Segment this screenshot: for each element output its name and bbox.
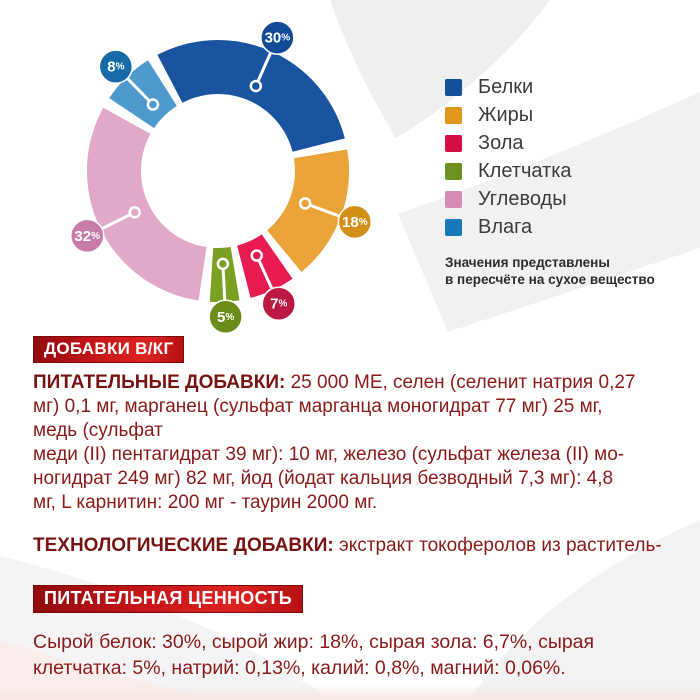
text-line (33, 371, 635, 395)
legend-label: Зола (478, 131, 524, 154)
callout-value-1: 18% (342, 213, 368, 231)
legend-label: Жиры (478, 103, 534, 126)
text-line: клетчатка: 5%, натрий: 0,13%, калий: 0,8%, магний: 0,06%. (33, 657, 566, 679)
additives-badge: ДОБАВКИ В/КГ (33, 336, 184, 363)
donut-chart (0, 0, 400, 345)
callout-dot-3 (218, 259, 228, 269)
bottom-pink-wash (0, 684, 700, 700)
legend-label: Клетчатка (478, 159, 572, 182)
legend-swatch-icon (445, 163, 462, 180)
legend-note-line: Значения представлены (445, 255, 610, 270)
text-line-part: 25 000 МЕ, селен (селенит натрия 0,27 (290, 372, 636, 393)
text-line: ногидрат 249 мг) 82 мг, йод (йодат кальция безводный 7,3 мг): 4,8 (33, 468, 614, 489)
legend-swatch-icon (445, 135, 462, 152)
legend-item-2 (445, 129, 655, 157)
legend-item-5 (445, 213, 655, 241)
callout-dot-2 (252, 251, 262, 261)
callout-dot-1 (300, 198, 310, 208)
legend-swatch-icon (445, 79, 462, 96)
callout-dot-4 (130, 207, 140, 217)
nutrition-value-badge: ПИТАТЕЛЬНАЯ ЦЕННОСТЬ (33, 585, 303, 613)
callout-value-3: 5% (217, 308, 235, 326)
legend-note-line: в пересчёте на сухое вещество (445, 271, 655, 287)
legend-swatch-icon (445, 191, 462, 208)
text-line: медь (сульфат (33, 420, 163, 441)
nutritional-additives-paragraph (33, 371, 635, 515)
chart-legend (445, 73, 655, 288)
callout-value-0: 30% (264, 29, 291, 47)
legend-label: Белки (478, 75, 534, 98)
legend-item-4 (445, 185, 655, 213)
callout-value-5: 8% (107, 58, 125, 76)
legend-note (445, 255, 655, 288)
legend-label: Углеводы (478, 187, 567, 210)
legend-item-3 (445, 157, 655, 185)
callout-dot-0 (251, 81, 261, 91)
callout-value-2: 7% (270, 295, 288, 313)
text-line: мг, L карнитин: 200 мг - таурин 2000 мг. (33, 492, 378, 513)
text-line: Сырой белок: 30%, сырой жир: 18%, сырая зола: 6,7%, сырая (33, 631, 595, 653)
technological-additives-text: экстракт токоферолов из раститель- (339, 535, 662, 556)
legend-items (445, 73, 655, 241)
legend-item-1 (445, 101, 655, 129)
technological-additives-line (33, 534, 662, 558)
callout-value-4: 32% (74, 227, 101, 245)
legend-label: Влага (478, 215, 533, 238)
technological-additives-label: ТЕХНОЛОГИЧЕСКИЕ ДОБАВКИ: (33, 535, 334, 556)
text-line: мг) 0,1 мг, марганец (сульфат марганца моногидрат 77 мг) 25 мг, (33, 396, 603, 417)
legend-swatch-icon (445, 219, 462, 236)
text-line: меди (II) пентагидрат 39 мг): 10 мг, железо (сульфат железа (II) мо- (33, 444, 625, 465)
callout-dot-5 (148, 100, 158, 110)
legend-swatch-icon (445, 107, 462, 124)
legend-item-0 (445, 73, 655, 101)
nutrition-value-paragraph (33, 629, 594, 681)
text-lines (33, 395, 635, 515)
nutritional-additives-label: ПИТАТЕЛЬНЫЕ ДОБАВКИ: (33, 372, 286, 393)
